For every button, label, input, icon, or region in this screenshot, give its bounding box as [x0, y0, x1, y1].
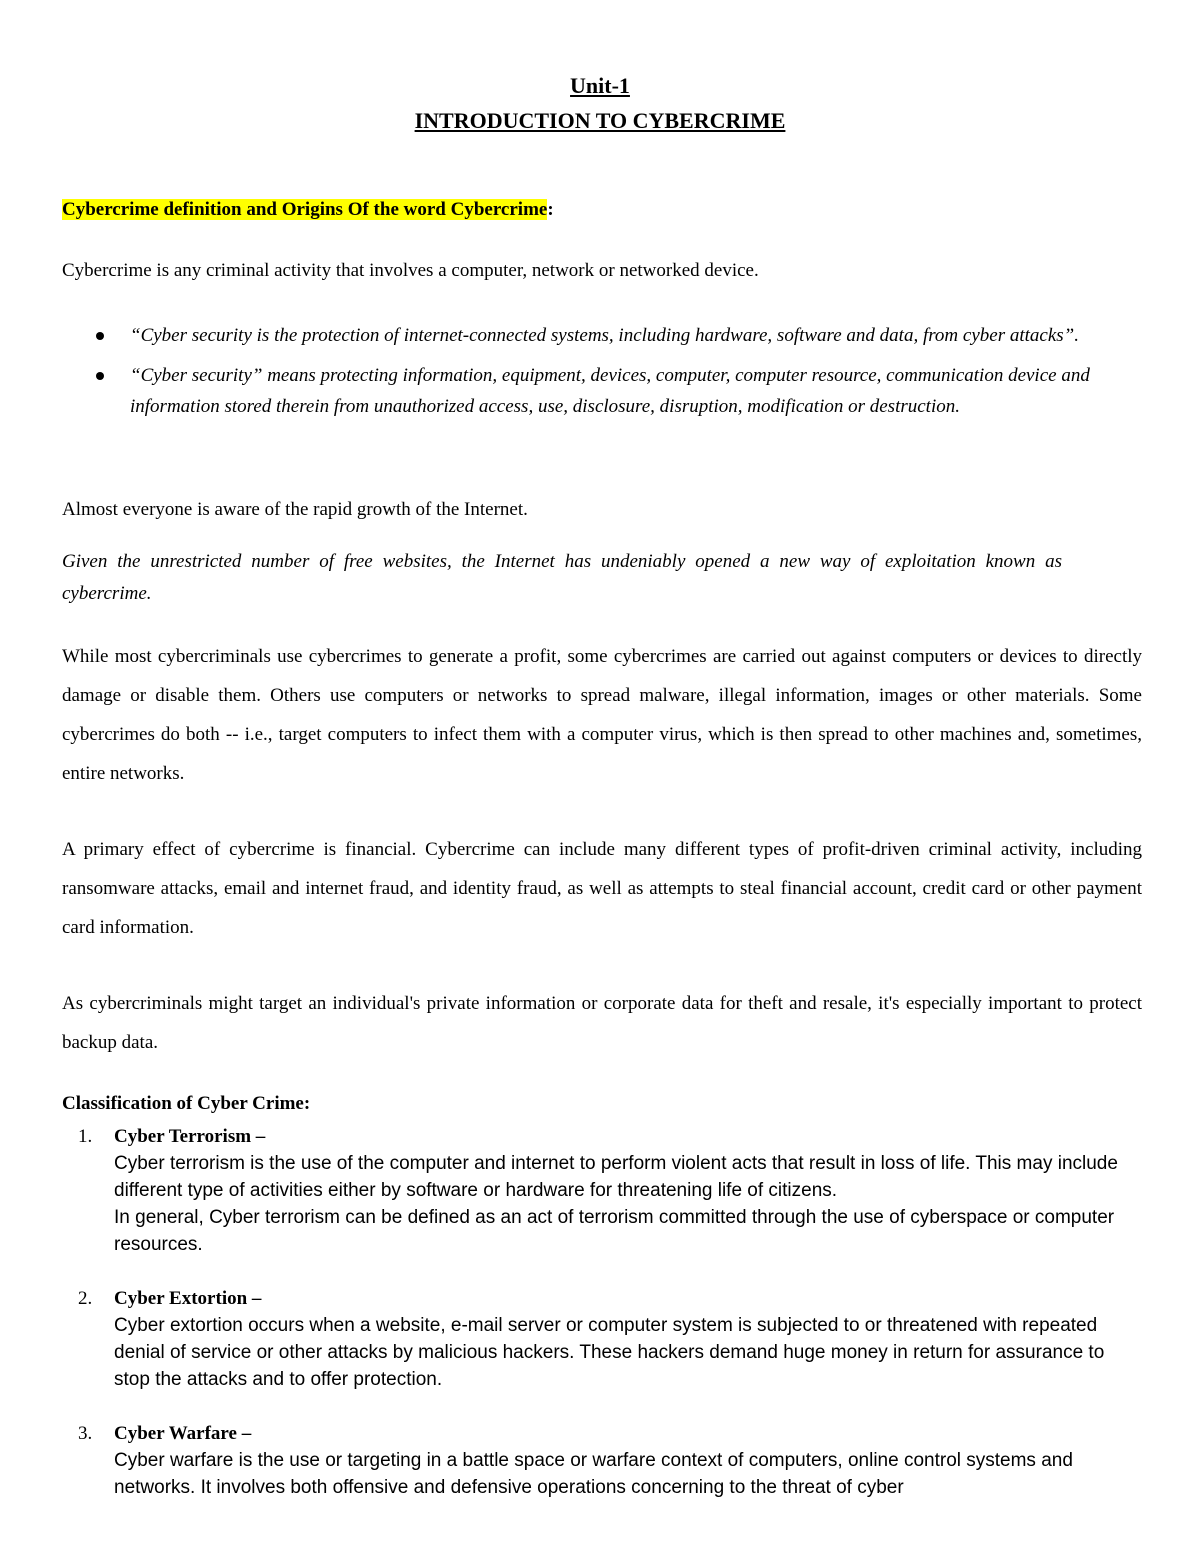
item-title: Cyber Warfare – — [114, 1423, 252, 1444]
bullet-text: “Cyber security is the protection of internet-connected systems, including hardware, software and data, from cyber attacks”. — [130, 325, 1079, 346]
financial-paragraph: A primary effect of cybercrime is financial. Cybercrime can include many different types of profit-driven criminal activity, including ransomware attacks, email and internet fraud, and identity fraud, as well as attempts to steal financial account, credit card or other payment card information. — [62, 839, 1142, 938]
profit-paragraph: While most cybercriminals use cybercrimes to generate a profit, some cybercrimes are carried out against computers or devices to directly damage or disable them. Others use computers or networks to spread malware, illegal information, images or other materials. Some cybercrimes do both -- i.e., target computers to infect them with a computer virus, which is then spread to other machines and, sometimes, entire networks. — [62, 646, 1142, 784]
item-title: Cyber Extortion – — [114, 1288, 262, 1309]
classification-list — [62, 1123, 1142, 1528]
bullet-dot-icon — [96, 332, 104, 340]
classification-item-cyber-warfare — [62, 1420, 1142, 1501]
definition-bullet-list — [62, 320, 1142, 431]
bullet-text: “Cyber security” means protecting information, equipment, devices, computer, computer resource, communication device and information stored therein from unauthorized access, use, disclosure, disruption, modification or destruction. — [130, 365, 1090, 417]
bullet-item — [62, 360, 1142, 422]
heading-colon: : — [547, 199, 554, 220]
document-title: INTRODUCTION TO CYBERCRIME — [414, 108, 786, 133]
bullet-dot-icon — [96, 372, 104, 380]
item-text: Cyber extortion occurs when a website, e-mail server or computer system is subjected to or threatened with repeated denial of service or other attacks by malicious hackers. These hackers demand huge money in return for assurance to stop the attacks and to offer protection. — [114, 1315, 1105, 1390]
item-number: 2. — [78, 1288, 93, 1309]
highlighted-heading: Cybercrime definition and Origins Of the word Cybercrime — [62, 199, 548, 220]
item-number: 1. — [78, 1126, 93, 1147]
item-text: Cyber warfare is the use or targeting in a battle space or warfare context of computers, online control systems and networks. It involves both offensive and defensive operations concerning to the threat of cyber — [114, 1450, 1073, 1498]
item-text-continued: In general, Cyber terrorism can be defined as an act of terrorism committed through the use of cyberspace or computer resources. — [114, 1207, 1115, 1255]
classification-item-cyber-terrorism — [62, 1123, 1142, 1258]
item-text: Cyber terrorism is the use of the computer and internet to perform violent acts that result in loss of life. This may include different type of activities either by software or hardware for threatening life of citizens. — [114, 1153, 1118, 1201]
item-title: Cyber Terrorism – — [114, 1126, 266, 1147]
classification-heading: Classification of Cyber Crime: — [62, 1093, 311, 1114]
item-number: 3. — [78, 1423, 93, 1444]
classification-item-cyber-extortion — [62, 1285, 1142, 1393]
bullet-item — [62, 320, 1142, 351]
backup-paragraph: As cybercriminals might target an individual's private information or corporate data for theft and resale, it's especially important to protect backup data. — [62, 993, 1142, 1053]
section-heading-definition — [62, 198, 554, 222]
definition-paragraph: Cybercrime is any criminal activity that involves a computer, network or networked device. — [62, 260, 759, 281]
unit-label: Unit-1 — [570, 73, 630, 98]
awareness-paragraph: Almost everyone is aware of the rapid growth of the Internet. — [62, 499, 528, 520]
italic-paragraph: Given the unrestricted number of free websites, the Internet has undeniably opened a new way of exploitation known as cybercrime. — [62, 551, 1062, 604]
